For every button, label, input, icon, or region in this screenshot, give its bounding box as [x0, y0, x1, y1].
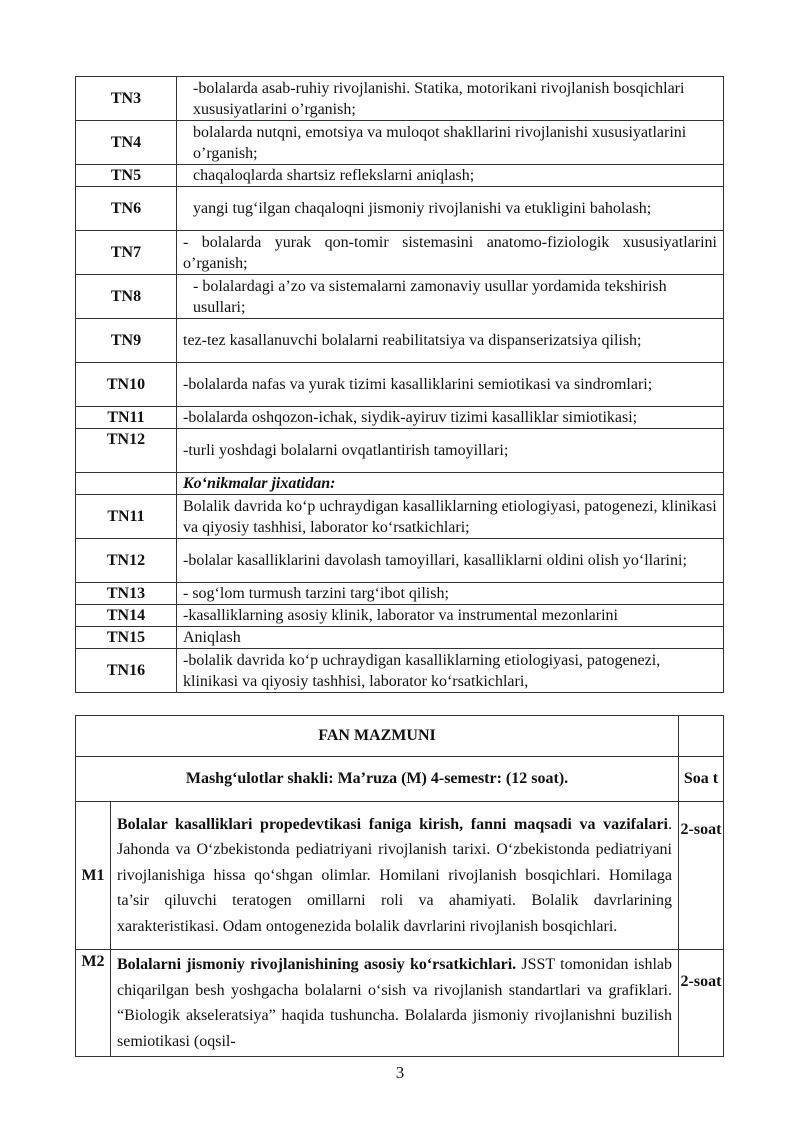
- competencies-table: [75, 76, 724, 693]
- table-row: [76, 950, 724, 1057]
- lecture-code: M1: [76, 802, 111, 950]
- table-row: [76, 275, 724, 319]
- skills-heading: Ko‘nikmalar jixatidan:: [177, 473, 724, 495]
- table-row: [76, 363, 724, 407]
- row-code: TN11: [76, 407, 177, 429]
- row-text: -bolalik davrida ko‘p uchraydigan kasalliklarning etiologiyasi, patogenezi, klinikasi va qiyosiy tashhisi, laborator ko‘rsatkichlari,: [177, 649, 724, 693]
- section-title: FAN MAZMUNI: [76, 716, 679, 757]
- table-row: [76, 583, 724, 605]
- row-code: TN8: [76, 275, 177, 319]
- row-code: TN5: [76, 165, 177, 187]
- row-code: TN6: [76, 187, 177, 231]
- row-code: TN10: [76, 363, 177, 407]
- table-row: [76, 495, 724, 539]
- table-row: [76, 165, 724, 187]
- row-text: bolalarda nutqni, emotsiya va muloqot shakllarini rivojlanishi xususiyatlarini o’rganish;: [177, 121, 724, 165]
- row-code: TN4: [76, 121, 177, 165]
- row-text: -turli yoshdagi bolalarni ovqatlantirish tamoyillari;: [177, 429, 724, 473]
- lecture-title: Bolalar kasalliklari propedevtikasi faniga kirish, fanni maqsadi va vazifalari: [117, 815, 668, 833]
- table-row: [76, 605, 724, 627]
- row-text: -bolalarda nafas va yurak tizimi kasalliklarini semiotikasi va sindromlari;: [177, 363, 724, 407]
- lecture-description: [111, 802, 679, 950]
- lecture-code: M2: [76, 950, 111, 1057]
- row-text: chaqaloqlarda shartsiz reflekslarni aniqlash;: [177, 165, 724, 187]
- row-text: tez-tez kasallanuvchi bolalarni reabilitatsiya va dispanserizatsiya qilish;: [177, 319, 724, 363]
- row-code: TN12: [76, 429, 177, 473]
- table-row: [76, 121, 724, 165]
- lecture-body: JSST tomonidan ishlab chiqarilgan besh yoshgacha bolalarni o‘sish va rivojlanish standartlari va grafiklari. “Biologik akseleratsiya” haqida tushuncha. Bolalarda jismoniy rivojlanishni buzilish semiotikasi (oqsil-: [117, 956, 672, 1050]
- row-text: - bolalarda yurak qon-tomir sistemasini anatomo-fiziologik xususiyatlarini o’rganish;: [177, 231, 724, 275]
- lecture-form-heading: Mashg‘ulotlar shakli: Ma’ruza (M) 4-semestr: (12 soat).: [76, 757, 679, 802]
- table-row: [76, 429, 724, 473]
- row-text: -kasalliklarning asosiy klinik, laborator va instrumental mezonlarini: [177, 605, 724, 627]
- table-row: [76, 187, 724, 231]
- row-text: Aniqlash: [177, 627, 724, 649]
- lecture-title: Bolalarni jismoniy rivojlanishining asosiy ko‘rsatkichlari.: [117, 956, 517, 973]
- table-row: [76, 473, 724, 495]
- page-number: 3: [395, 1063, 405, 1082]
- table-row: [76, 231, 724, 275]
- row-text: -bolalarda oshqozon-ichak, siydik-ayiruv tizimi kasalliklar simiotikasi;: [177, 407, 724, 429]
- row-text: -bolalarda asab-ruhiy rivojlanishi. Statika, motorikani rivojlanish bosqichlari xususiyatlarini o’rganish;: [177, 77, 724, 121]
- lecture-hours: 2-soat: [679, 950, 724, 1057]
- table-row: [76, 319, 724, 363]
- row-code: TN13: [76, 583, 177, 605]
- hours-column-header: Soa t: [679, 757, 724, 802]
- row-code: TN12: [76, 539, 177, 583]
- row-code: TN3: [76, 77, 177, 121]
- table-row: [76, 539, 724, 583]
- table-row: [76, 757, 724, 802]
- row-text: yangi tug‘ilgan chaqaloqni jismoniy rivojlanishi va etukligini baholash;: [177, 187, 724, 231]
- row-code: TN14: [76, 605, 177, 627]
- lecture-hours: 2-soat: [679, 802, 724, 950]
- table-row: [76, 802, 724, 950]
- row-code: TN11: [76, 495, 177, 539]
- table-row: [76, 649, 724, 693]
- table-row: [76, 407, 724, 429]
- row-code: TN7: [76, 231, 177, 275]
- row-text: - sog‘lom turmush tarzini targ‘ibot qilish;: [177, 583, 724, 605]
- lecture-body: . Jahonda va O‘zbekistonda pediatriyani rivojlanish tarixi. O‘zbekistonda pediatriyani rivojlanishiga hissa qo‘shgan olimlar. Homilani rivojlanish bosqichlari. Homilaga ta’sir qiluvchi teratogen omillarni roli va ahamiyati. Bolalik davrlarining xarakteristikasi. Odam ontogenezida bolalik davrlarini rivojlanish bosqichlari.: [117, 815, 672, 935]
- table-row: [76, 716, 724, 757]
- table-row: [76, 77, 724, 121]
- table-row: [76, 627, 724, 649]
- row-code: TN15: [76, 627, 177, 649]
- row-text: - bolalardagi a’zo va sistemalarni zamonaviy usullar yordamida tekshirish usullari;: [177, 275, 724, 319]
- row-code: TN16: [76, 649, 177, 693]
- course-content-table: [75, 715, 724, 1057]
- lecture-description: [111, 950, 679, 1057]
- row-text: -bolalar kasalliklarini davolash tamoyillari, kasalliklarni oldini olish yo‘llarini;: [177, 539, 724, 583]
- row-text: Bolalik davrida ko‘p uchraydigan kasalliklarning etiologiyasi, patogenezi, klinikasi va qiyosiy tashhisi, laborator ko‘rsatkichlari;: [177, 495, 724, 539]
- row-code: TN9: [76, 319, 177, 363]
